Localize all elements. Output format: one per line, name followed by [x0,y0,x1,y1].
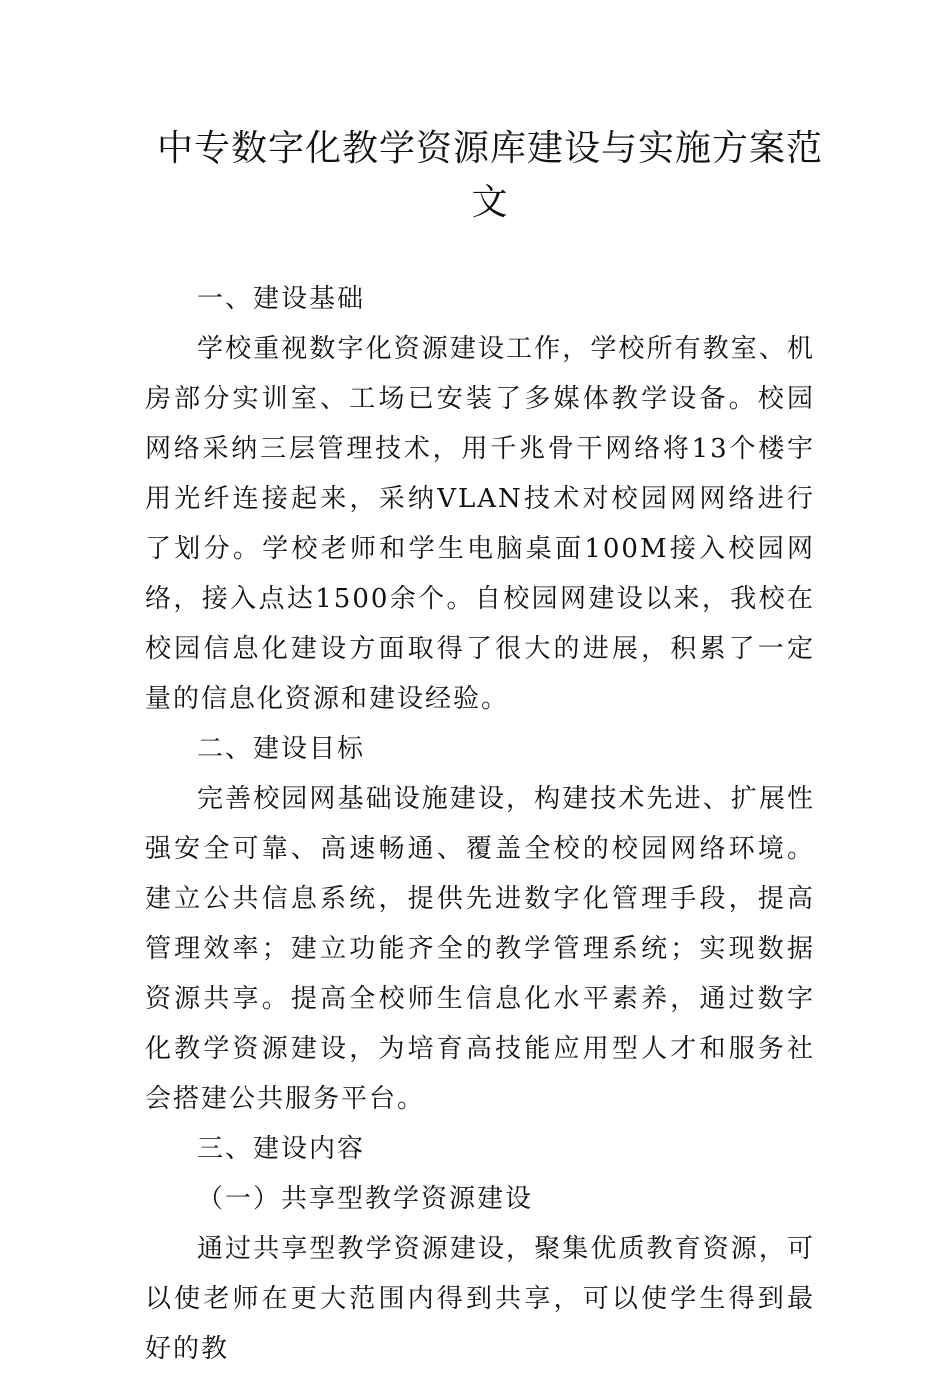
subsection-heading-shared-resources: （一）共享型教学资源建设 [197,1184,534,1214]
section-heading-goals: 二、建设目标 [197,734,366,764]
section-heading-foundation: 一、建设基础 [197,284,366,314]
paragraph-foundation: 学校重视数字化资源建设工作，学校所有教室、机房部分实训室、工场已安装了多媒体教学设备。校园网络采纳三层管理技术，用千兆骨干网络将13个楼宇用光纤连接起来，采纳VLAN技术对校园网网络进行了划分。学校老师和学生电脑桌面100M接入校园网络，接入点达1500余个。自校园网建设以来，我校在校园信息化建设方面取得了很大的进展，积累了一定量的信息化资源和建设经验。 [145,334,815,714]
section-heading-content: 三、建设内容 [197,1134,366,1164]
paragraph-goals: 完善校园网基础设施建设，构建技术先进、扩展性强安全可靠、高速畅通、覆盖全校的校园网络环境。建立公共信息系统，提供先进数字化管理手段，提高管理效率；建立功能齐全的教学管理系统；实现数据资源共享。提高全校师生信息化水平素养，通过数字化教学资源建设，为培育高技能应用型人才和服务社会搭建公共服务平台。 [145,784,815,1114]
document-title: 中专数字化教学资源库建设与实施方案范文 [156,128,823,223]
document-body [145,274,815,1374]
paragraph-shared-resources: 通过共享型教学资源建设，聚集优质教育资源，可以使老师在更大范围内得到共享，可以使学生得到最好的教 [145,1234,815,1364]
